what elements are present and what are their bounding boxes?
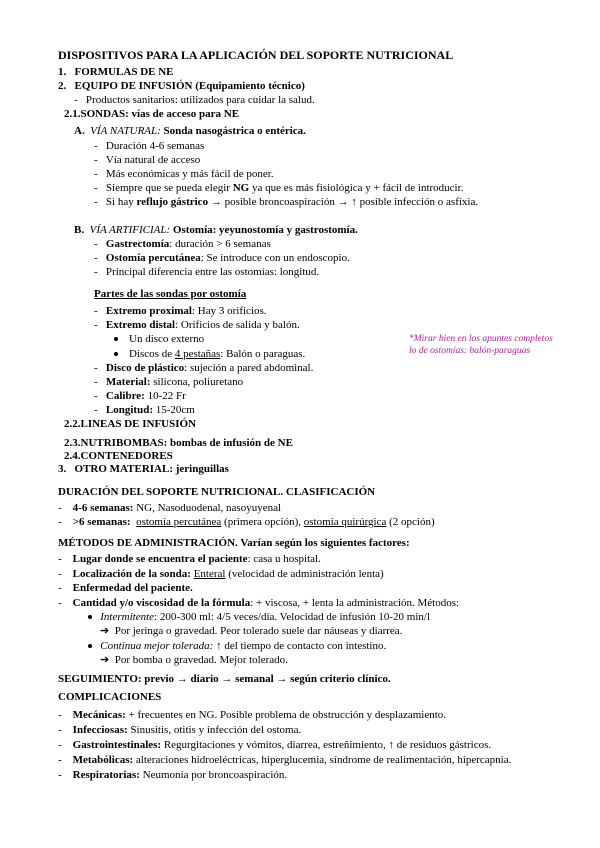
item-text: : Se introduce con un endoscopio. — [200, 252, 350, 264]
item-text: Siempre que se pueda elegir — [105, 182, 230, 194]
bullet-item — [58, 553, 321, 566]
route-label: VÍA NATURAL: — [90, 125, 161, 137]
bullet-item — [74, 94, 315, 107]
bullet-item — [58, 739, 491, 752]
arrow-item — [100, 654, 288, 667]
item-text: NG, Nasoduodenal, nasoyuyenal — [136, 502, 282, 514]
subsection-2-1: 2.1.SONDAS: vías de acceso para NE — [64, 108, 240, 120]
methods-heading: MÉTODOS DE ADMINISTRACIÓN. Varían según los siguientes factores: — [58, 537, 410, 549]
item-keyword: Disco de plástico — [105, 362, 185, 374]
bullet-item — [94, 196, 478, 209]
item-text: Vía natural de acceso — [105, 154, 201, 166]
bullet-item — [94, 182, 463, 195]
parts-heading: Partes de las sondas por ostomía — [94, 288, 247, 300]
item-keyword: Lugar donde se encuentra el paciente — [72, 553, 248, 565]
item-text: : duración > 6 semanas — [169, 238, 271, 250]
dot-item — [114, 348, 305, 361]
margin-note — [409, 333, 553, 357]
dash-bullet: - — [94, 305, 98, 317]
item-text: Neumonía por broncoaspiración. — [142, 769, 288, 781]
dash-bullet: - — [74, 94, 78, 106]
item-text: ya que es más fisiológica y + fácil de introducir. — [251, 182, 464, 194]
item-keyword: Material: — [105, 376, 151, 388]
bullet-item — [94, 319, 300, 332]
bullet-item — [94, 238, 271, 251]
bullet-item — [94, 390, 186, 403]
item-keyword: 4-6 semanas: — [72, 502, 134, 514]
item-underlined: ostomía quirúrgica — [303, 516, 387, 528]
dash-bullet: - — [94, 266, 98, 278]
item-keyword: Gastrointestinales: — [72, 739, 162, 751]
dash-bullet: - — [94, 140, 98, 152]
item-text: alteraciones hidroeléctricas, hiperglucemia, síndrome de realimentación, hipercapnia. — [135, 754, 512, 766]
dash-bullet: - — [94, 182, 98, 194]
dash-bullet: - — [58, 568, 62, 580]
item-keyword: Cantidad y/o viscosidad de la fórmula — [72, 597, 251, 609]
item-keyword: Infecciosas: — [72, 724, 128, 736]
section-text: FORMULAS DE NE — [74, 66, 174, 78]
item-text: silicona, poliuretano — [153, 376, 244, 388]
section-2 — [58, 80, 305, 93]
dash-bullet: - — [94, 168, 98, 180]
item-keyword: Continua mejor tolerada: — [100, 640, 214, 652]
item-underlined: ostomía percutánea — [136, 516, 222, 528]
dot-item — [88, 640, 386, 653]
dot-item — [88, 611, 430, 624]
dash-bullet: - — [94, 390, 98, 402]
item-keyword: >6 semanas: — [72, 516, 131, 528]
bullet-item — [94, 362, 313, 375]
item-text: Sinusitis, otitis y infección del ostoma. — [130, 724, 302, 736]
route-title: Ostomía: yeyunostomía y gastrostomía. — [172, 224, 358, 236]
item-text: → posible broncoaspiración → ↑ posible infección o asfixia. — [210, 196, 479, 208]
item-keyword: Respiratorias: — [72, 769, 140, 781]
section-text: OTRO MATERIAL: jeringuillas — [74, 463, 229, 475]
duration-heading: DURACIÓN DEL SOPORTE NUTRICIONAL. CLASIFICACIÓN — [58, 486, 376, 498]
item-underlined: 4 pestañas — [174, 348, 221, 360]
item-text: (2 opción) — [389, 516, 435, 528]
item-text: (velocidad de administración lenta) — [228, 568, 384, 580]
item-keyword: Mecánicas: — [72, 709, 126, 721]
item-keyword: Gastrectomía — [105, 238, 170, 250]
item-text: Si hay — [105, 196, 134, 208]
bullet-item — [94, 168, 274, 181]
item-keyword: Calibre: — [105, 390, 145, 402]
dash-bullet: - — [94, 404, 98, 416]
item-keyword: NG — [232, 182, 250, 194]
item-text: : + viscosa, + lenta la administración. Métodos: — [250, 597, 460, 609]
subsection-2-3: 2.3.NUTRIBOMBAS: bombas de infusión de NE — [64, 437, 293, 449]
bullet-item — [94, 140, 204, 153]
item-text: Regurgitaciones y vómitos, diarrea, estreñimiento, ↑ de residuos gástricos. — [163, 739, 492, 751]
item-text: Principal diferencia entre las ostomías: longitud. — [105, 266, 320, 278]
dash-bullet: - — [94, 319, 98, 331]
item-text: Más económicas y más fácil de poner. — [105, 168, 274, 180]
complications-heading: COMPLICACIONES — [58, 691, 162, 703]
bullet-item — [58, 516, 435, 529]
item-underlined: Enteral — [193, 568, 226, 580]
item-text: : sujeción a pared abdominal. — [184, 362, 314, 374]
dash-bullet: - — [94, 252, 98, 264]
dash-bullet: - — [94, 362, 98, 374]
route-artificial-heading — [74, 224, 358, 237]
note-line: *Mirar bien en los apuntes completos — [409, 334, 553, 344]
dash-bullet: - — [58, 502, 62, 514]
dot-bullet — [88, 615, 92, 619]
item-keyword: Intermitente — [100, 611, 155, 623]
dash-bullet: - — [58, 724, 62, 736]
bullet-item — [94, 154, 200, 167]
bullet-item — [94, 305, 267, 318]
dash-bullet: - — [94, 196, 98, 208]
item-keyword: Enfermedad del paciente. — [72, 582, 193, 594]
dot-bullet — [114, 352, 118, 356]
dash-bullet: - — [58, 597, 62, 609]
dash-bullet: - — [58, 582, 62, 594]
item-text: Productos sanitarios: utilizados para cuidar la salud. — [85, 94, 315, 106]
item-text: : Orificios de salida y balón. — [175, 319, 300, 331]
item-keyword: Localización de la sonda: — [72, 568, 191, 580]
dash-bullet: - — [58, 709, 62, 721]
subsection-2-4: 2.4.CONTENEDORES — [64, 450, 173, 462]
item-text: Duración 4-6 semanas — [105, 140, 205, 152]
item-keyword: Extremo proximal — [105, 305, 192, 317]
item-text: Por bomba o gravedad. Mejor tolerado. — [114, 654, 288, 666]
section-number: 2. — [58, 80, 67, 92]
dot-bullet — [88, 644, 92, 648]
dash-bullet: - — [58, 516, 62, 528]
note-line: lo de ostomías: balón-paraguas — [409, 346, 531, 356]
item-text: Discos de — [129, 348, 173, 360]
bullet-item — [58, 754, 511, 767]
bullet-item — [58, 502, 281, 515]
item-text: + frecuentes en NG. Posible problema de obstrucción y desplazamiento. — [128, 709, 447, 721]
bullet-item — [94, 266, 319, 279]
route-letter: A. — [74, 125, 85, 137]
bullet-item — [58, 597, 459, 610]
section-number: 1. — [58, 66, 67, 78]
bullet-item — [58, 709, 446, 722]
dash-bullet: - — [58, 553, 62, 565]
bullet-item — [94, 404, 195, 417]
section-number: 3. — [58, 463, 67, 475]
route-letter: B. — [74, 224, 85, 236]
item-text: : 200-300 ml: 4/5 veces/día. Velocidad de infusión 10-20 min/l — [154, 611, 430, 623]
item-text: : Balón o paraguas. — [220, 348, 306, 360]
section-1 — [58, 66, 174, 79]
arrow-icon: ➔ — [100, 654, 110, 666]
bullet-item — [94, 376, 243, 389]
dash-bullet: - — [58, 769, 62, 781]
follow-up-line: SEGUIMIENTO: previo → diario → semanal → según criterio clínico. — [58, 673, 391, 685]
item-keyword: Longitud: — [105, 404, 153, 416]
section-text: EQUIPO DE INFUSIÓN (Equipamiento técnico) — [74, 80, 305, 92]
dot-bullet — [114, 337, 118, 341]
dash-bullet: - — [94, 376, 98, 388]
item-keyword: Ostomía percutánea — [105, 252, 201, 264]
bullet-item — [58, 568, 384, 581]
route-label: VÍA ARTIFICIAL: — [89, 224, 171, 236]
subsection-2-2: 2.2.LINEAS DE INFUSIÓN — [64, 418, 197, 430]
dash-bullet: - — [58, 739, 62, 751]
dash-bullet: - — [94, 238, 98, 250]
item-text: Por jeringa o gravedad. Peor tolerado suele dar náuseas y diarrea. — [114, 625, 403, 637]
bullet-item — [58, 582, 193, 595]
item-text: : Hay 3 orificios. — [191, 305, 267, 317]
route-title: Sonda nasogástrica o entérica. — [163, 125, 306, 137]
item-text: (primera opción), — [224, 516, 302, 528]
dot-item — [114, 333, 204, 346]
bullet-item — [58, 769, 287, 782]
page-title: DISPOSITIVOS PARA LA APLICACIÓN DEL SOPORTE NUTRICIONAL — [58, 48, 454, 62]
item-text: Un disco externo — [129, 333, 205, 345]
arrow-icon: ➔ — [100, 625, 110, 637]
dash-bullet: - — [58, 754, 62, 766]
item-text: ↑ del tiempo de contacto con intestino. — [216, 640, 387, 652]
item-text: 15-20cm — [155, 404, 195, 416]
item-keyword: reflujo gástrico — [136, 196, 209, 208]
item-text: 10-22 Fr — [147, 390, 186, 402]
bullet-item — [58, 724, 301, 737]
section-3 — [58, 463, 229, 476]
bullet-item — [94, 252, 350, 265]
route-natural-heading — [74, 125, 306, 138]
item-keyword: Metabólicas: — [72, 754, 134, 766]
item-keyword: Extremo distal — [105, 319, 176, 331]
arrow-item — [100, 625, 402, 638]
dash-bullet: - — [94, 154, 98, 166]
item-text: : casa u hospital. — [247, 553, 321, 565]
